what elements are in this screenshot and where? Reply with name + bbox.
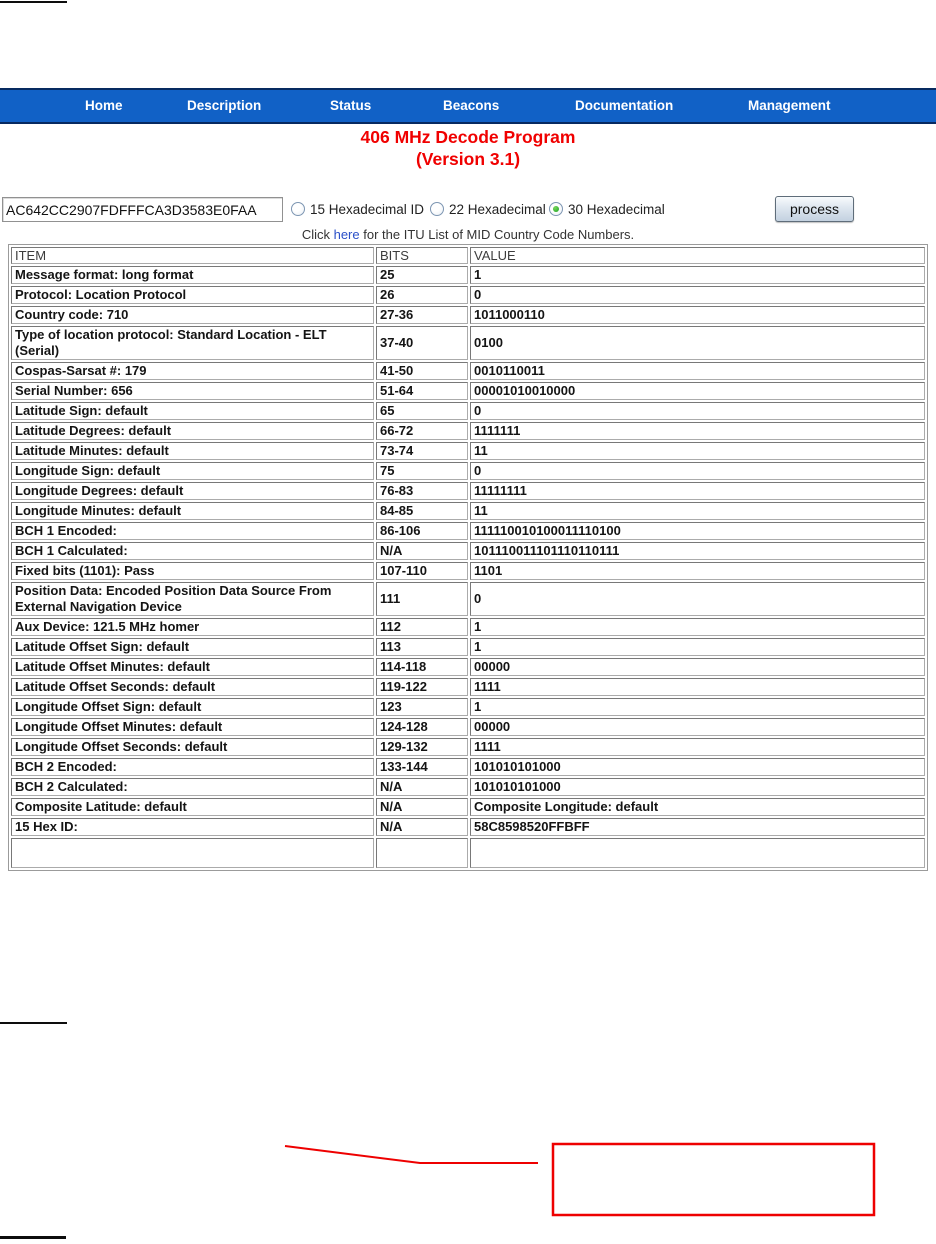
value-cell: 11111111	[470, 482, 925, 500]
table-row	[11, 422, 925, 440]
radio-icon[interactable]	[549, 202, 563, 216]
page-title-line2: (Version 3.1)	[415, 149, 521, 169]
bits-cell: 37-40	[376, 326, 468, 360]
item-cell: Longitude Degrees: default	[11, 482, 374, 500]
radio-icon[interactable]	[430, 202, 444, 216]
page-title	[0, 126, 936, 170]
value-cell: 1	[470, 698, 925, 716]
table-row	[11, 638, 925, 656]
radio-option-22hex[interactable]	[430, 199, 546, 219]
item-cell: BCH 2 Calculated:	[11, 778, 374, 796]
item-cell: Latitude Degrees: default	[11, 422, 374, 440]
annotation-pointer-line	[285, 1146, 538, 1163]
table-row	[11, 698, 925, 716]
bits-cell: 84-85	[376, 502, 468, 520]
value-cell: 101010101000	[470, 778, 925, 796]
table-header-row	[11, 247, 925, 264]
value-cell: 0	[470, 462, 925, 480]
value-cell: 58C8598520FFBFF	[470, 818, 925, 836]
bits-cell: 113	[376, 638, 468, 656]
item-cell: Latitude Sign: default	[11, 402, 374, 420]
table-row	[11, 838, 925, 868]
item-cell: Composite Latitude: default	[11, 798, 374, 816]
value-cell: 0	[470, 402, 925, 420]
bits-cell: 26	[376, 286, 468, 304]
bits-cell: 51-64	[376, 382, 468, 400]
item-cell: BCH 1 Encoded:	[11, 522, 374, 540]
value-cell: 00000	[470, 718, 925, 736]
bits-cell: 133-144	[376, 758, 468, 776]
value-cell: 11	[470, 502, 925, 520]
value-cell: Composite Longitude: default	[470, 798, 925, 816]
item-cell: Message format: long format	[11, 266, 374, 284]
bits-cell	[376, 838, 468, 868]
table-row	[11, 402, 925, 420]
bits-cell: 107-110	[376, 562, 468, 580]
item-cell: Latitude Offset Seconds: default	[11, 678, 374, 696]
item-cell: Latitude Offset Minutes: default	[11, 658, 374, 676]
item-cell: Position Data: Encoded Position Data Source From External Navigation Device	[11, 582, 374, 616]
nav-item[interactable]: Status	[330, 98, 372, 113]
bits-cell: 129-132	[376, 738, 468, 756]
hex-id-input[interactable]	[2, 197, 283, 222]
value-cell: 00000	[470, 658, 925, 676]
table-row	[11, 738, 925, 756]
item-cell: Protocol: Location Protocol	[11, 286, 374, 304]
value-cell: 0010110011	[470, 362, 925, 380]
value-cell: 1011000110	[470, 306, 925, 324]
table-row	[11, 778, 925, 796]
table-row	[11, 562, 925, 580]
bits-cell: N/A	[376, 542, 468, 560]
nav-bar	[0, 88, 936, 124]
bits-cell: N/A	[376, 778, 468, 796]
page-title-line1: 406 MHz Decode Program	[360, 127, 576, 147]
nav-item[interactable]: Management	[748, 98, 831, 113]
crop-mark-top	[0, 1, 67, 3]
table-row	[11, 266, 925, 284]
table-row	[11, 502, 925, 520]
table-row	[11, 382, 925, 400]
table-row	[11, 442, 925, 460]
item-cell: Aux Device: 121.5 MHz homer	[11, 618, 374, 636]
radio-option-15hex[interactable]	[291, 199, 424, 219]
table-row	[11, 286, 925, 304]
item-cell: Fixed bits (1101): Pass	[11, 562, 374, 580]
bits-cell: 41-50	[376, 362, 468, 380]
value-cell: 101010101000	[470, 758, 925, 776]
value-cell: 1111	[470, 738, 925, 756]
bits-cell: N/A	[376, 818, 468, 836]
item-cell: Serial Number: 656	[11, 382, 374, 400]
value-cell: 0100	[470, 326, 925, 360]
table-row	[11, 306, 925, 324]
item-cell: Longitude Sign: default	[11, 462, 374, 480]
item-cell: 15 Hex ID:	[11, 818, 374, 836]
value-cell: 1111	[470, 678, 925, 696]
table-row	[11, 798, 925, 816]
bits-cell: 123	[376, 698, 468, 716]
value-cell: 11	[470, 442, 925, 460]
item-cell	[11, 838, 374, 868]
item-cell: Country code: 710	[11, 306, 374, 324]
header-value: VALUE	[470, 247, 925, 264]
item-cell: Latitude Minutes: default	[11, 442, 374, 460]
table-row	[11, 678, 925, 696]
value-cell: 1111111	[470, 422, 925, 440]
radio-icon[interactable]	[291, 202, 305, 216]
bits-cell: 73-74	[376, 442, 468, 460]
bits-cell: 112	[376, 618, 468, 636]
item-cell: Type of location protocol: Standard Location - ELT (Serial)	[11, 326, 374, 360]
bits-cell: 114-118	[376, 658, 468, 676]
table-row	[11, 758, 925, 776]
bits-cell: 124-128	[376, 718, 468, 736]
table-row	[11, 542, 925, 560]
bits-cell: 76-83	[376, 482, 468, 500]
bits-cell: 86-106	[376, 522, 468, 540]
value-cell: 101110011101110110111	[470, 542, 925, 560]
value-cell: 0	[470, 582, 925, 616]
itu-suffix: for the ITU List of MID Country Code Numbers.	[359, 227, 635, 242]
table-row	[11, 582, 925, 616]
table-row	[11, 618, 925, 636]
nav-item[interactable]: Documentation	[575, 98, 674, 113]
item-cell: Longitude Offset Seconds: default	[11, 738, 374, 756]
bits-cell: 65	[376, 402, 468, 420]
header-item: ITEM	[11, 247, 374, 264]
radio-option-30hex[interactable]	[549, 199, 665, 219]
item-cell: Latitude Offset Sign: default	[11, 638, 374, 656]
bits-cell: 75	[376, 462, 468, 480]
value-cell	[470, 838, 925, 868]
nav-item[interactable]: Home	[85, 98, 123, 113]
itu-link-line	[0, 227, 936, 242]
radio-label[interactable]: 30 Hexadecimal	[568, 201, 665, 217]
item-cell: Longitude Minutes: default	[11, 502, 374, 520]
header-bits: BITS	[376, 247, 468, 264]
table-row	[11, 326, 925, 360]
process-button[interactable]: process	[775, 196, 854, 222]
decode-table	[8, 244, 928, 871]
nav-item[interactable]: Description	[187, 98, 262, 113]
table-row	[11, 658, 925, 676]
crop-mark-bottom	[0, 1236, 66, 1239]
item-cell: Longitude Offset Minutes: default	[11, 718, 374, 736]
radio-label[interactable]: 22 Hexadecimal	[449, 201, 546, 217]
table-row	[11, 462, 925, 480]
crop-mark-middle	[0, 1022, 67, 1024]
itu-here-link[interactable]: here	[333, 227, 360, 242]
bits-cell: 119-122	[376, 678, 468, 696]
table-row	[11, 818, 925, 836]
nav-item[interactable]: Beacons	[443, 98, 500, 113]
radio-label[interactable]: 15 Hexadecimal ID	[310, 201, 425, 217]
table-row	[11, 482, 925, 500]
item-cell: BCH 2 Encoded:	[11, 758, 374, 776]
item-cell: BCH 1 Calculated:	[11, 542, 374, 560]
bits-cell: 66-72	[376, 422, 468, 440]
bits-cell: 25	[376, 266, 468, 284]
decode-table-container	[8, 244, 929, 902]
item-cell: Cospas-Sarsat #: 179	[11, 362, 374, 380]
value-cell: 00001010010000	[470, 382, 925, 400]
item-cell: Longitude Offset Sign: default	[11, 698, 374, 716]
table-row	[11, 718, 925, 736]
value-cell: 1	[470, 638, 925, 656]
table-row	[11, 522, 925, 540]
bits-cell: 111	[376, 582, 468, 616]
value-cell: 1	[470, 266, 925, 284]
value-cell: 1101	[470, 562, 925, 580]
value-cell: 111110010100011110100	[470, 522, 925, 540]
itu-prefix: Click	[301, 227, 334, 242]
value-cell: 1	[470, 618, 925, 636]
value-cell: 0	[470, 286, 925, 304]
bits-cell: N/A	[376, 798, 468, 816]
table-row	[11, 362, 925, 380]
annotation-box	[553, 1144, 874, 1215]
bits-cell: 27-36	[376, 306, 468, 324]
